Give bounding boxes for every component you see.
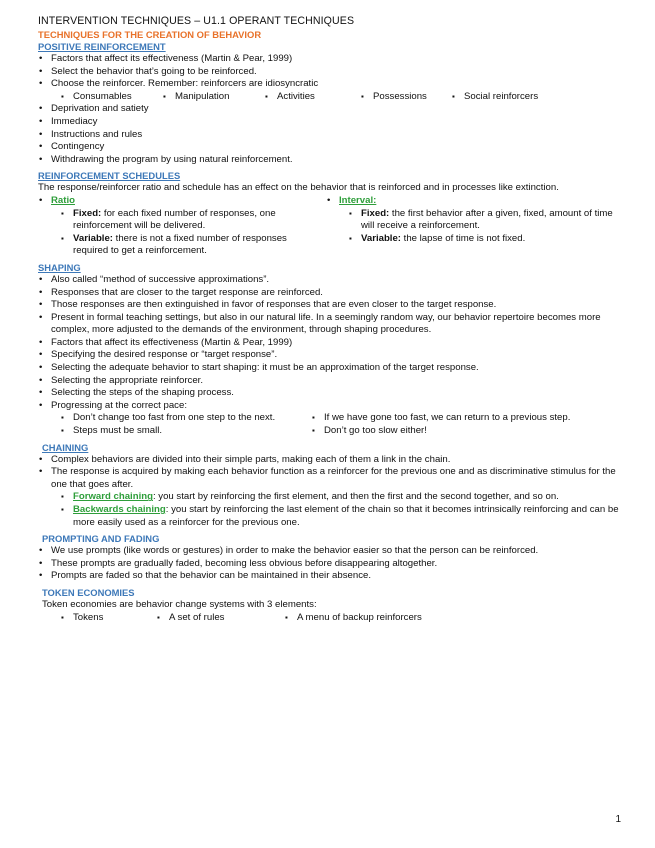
list-item: • Factors that affect its effectiveness (Martin & Pear, 1999) [38, 337, 623, 350]
list-item: • Selecting the adequate behavior to start shaping: it must be an approximation of the target response. [38, 362, 623, 375]
list-item: ▪ Activities [264, 91, 360, 104]
subheading-prompting-fading: PROMPTING AND FADING [42, 533, 160, 545]
list-item: ▪ Variable: the lapse of time is not fixed. [348, 233, 623, 246]
list-item: • Withdrawing the program by using natural reinforcement. [38, 154, 623, 167]
interval-label: Interval: [339, 194, 377, 206]
list-item: ▪ Don’t change too fast from one step to the next. [60, 412, 311, 425]
list-item: • Also called “method of successive approximations”. [38, 274, 623, 287]
list-item: ▪ Manipulation [162, 91, 264, 104]
document-page [38, 14, 623, 624]
schedules-intro: The response/reinforcer ratio and schedule has an effect on the behavior that is reinforced and in processes like extinction. [38, 182, 559, 194]
document-title: INTERVENTION TECHNIQUES – U1.1 OPERANT TECHNIQUES [38, 15, 355, 27]
schedules-columns [38, 195, 623, 258]
list-item: • The response is acquired by making each behavior function as a reinforcer for the previous one and as discriminative stimulus for the one that goes after. [38, 466, 623, 491]
list-item: ▪ Social reinforcers [451, 91, 538, 104]
list-item: • Those responses are then extinguished in favor of responses that are even closer to the target response. [38, 299, 623, 312]
reinforcer-types-row [38, 91, 623, 104]
ratio-label: Ratio [51, 194, 75, 206]
list-item: ▪ Fixed: for each fixed number of responses, one reinforcement will be delivered. [60, 208, 281, 233]
token-intro: Token economies are behavior change systems with 3 elements: [42, 598, 317, 610]
interval-column [326, 195, 623, 258]
list-item: • Factors that affect its effectiveness (Martin & Pear, 1999) [38, 53, 623, 66]
page-number: 1 [615, 814, 621, 825]
pace-columns [38, 412, 623, 437]
positive-reinforcement-list [38, 53, 623, 91]
list-item: ▪ Consumables [60, 91, 162, 104]
list-item: ▪ Tokens [60, 612, 156, 625]
subheading-positive-reinforcement: POSITIVE REINFORCEMENT [38, 41, 166, 52]
list-item: ▪ Don’t go too slow either! [311, 425, 570, 438]
backward-chaining-label: Backwards chaining [73, 504, 166, 515]
list-item: • Immediacy [38, 116, 623, 129]
list-item: • Contingency [38, 141, 623, 154]
list-item: • Selecting the appropriate reinforcer. [38, 375, 623, 388]
list-item: ▪ Variable: there is not a fixed number of responses required to get a reinforcement. [60, 233, 298, 258]
list-item: • Select the behavior that’s going to be reinforced. [38, 66, 623, 79]
list-item: • Progressing at the correct pace: [38, 400, 623, 413]
prompting-list [38, 545, 623, 583]
list-item: • We use prompts (like words or gestures) in order to make the behavior easier so that the person can be reinforced. [38, 545, 623, 558]
list-item: ▪ A set of rules [156, 612, 284, 625]
list-item: • Deprivation and satiety [38, 103, 623, 116]
list-item: ▪ Backwards chaining: you start by reinforcing the last element of the chain so that it becomes intrinsically reinforcing and can be more easily used as a reinforcer for the previous one. [60, 504, 623, 529]
subheading-shaping: SHAPING [38, 261, 81, 273]
list-item: • Prompts are faded so that the behavior can be maintained in their absence. [38, 570, 623, 583]
token-elements-row [38, 612, 623, 625]
section-heading-creation: TECHNIQUES FOR THE CREATION OF BEHAVIOR [38, 29, 262, 40]
list-item: • These prompts are gradually faded, becoming less obvious before disappearing altogether. [38, 558, 623, 571]
subheading-token-economies: TOKEN ECONOMIES [42, 586, 135, 598]
ratio-column [38, 195, 326, 258]
list-item: ▪ Forward chaining: you start by reinforcing the first element, and then the first and the second together, and so on. [60, 491, 623, 504]
list-item: • Complex behaviors are divided into their simple parts, making each of them a link in the chain. [38, 454, 623, 467]
shaping-list [38, 274, 623, 413]
chaining-list [38, 454, 623, 492]
list-item: • Present in formal teaching settings, but also in our natural life. In a seemingly random way, our behavior repertoire becomes more complex, more adjusted to the demands of the environment, through shaping procedures. [38, 312, 623, 337]
list-item: • Selecting the steps of the shaping process. [38, 387, 623, 400]
positive-reinforcement-list-2 [38, 103, 623, 166]
list-item: ▪ Fixed: the first behavior after a given, fixed, amount of time will receive a reinforcement. [348, 208, 623, 233]
list-item: • Instructions and rules [38, 129, 623, 142]
forward-chaining-label: Forward chaining [73, 491, 153, 503]
list-item: ▪ A menu of backup reinforcers [284, 612, 422, 625]
subheading-chaining: CHAINING [42, 441, 89, 453]
list-item: ▪ Possessions [360, 91, 451, 104]
chaining-types [38, 491, 623, 529]
subheading-reinforcement-schedules: REINFORCEMENT SCHEDULES [38, 170, 181, 182]
list-item: ▪ Steps must be small. [60, 425, 311, 438]
list-item: ▪ If we have gone too fast, we can return to a previous step. [311, 412, 570, 425]
list-item: • Responses that are closer to the target response are reinforced. [38, 287, 623, 300]
list-item: • Choose the reinforcer. Remember: reinforcers are idiosyncratic [38, 78, 623, 91]
list-item: • Specifying the desired response or “target response”. [38, 349, 623, 362]
